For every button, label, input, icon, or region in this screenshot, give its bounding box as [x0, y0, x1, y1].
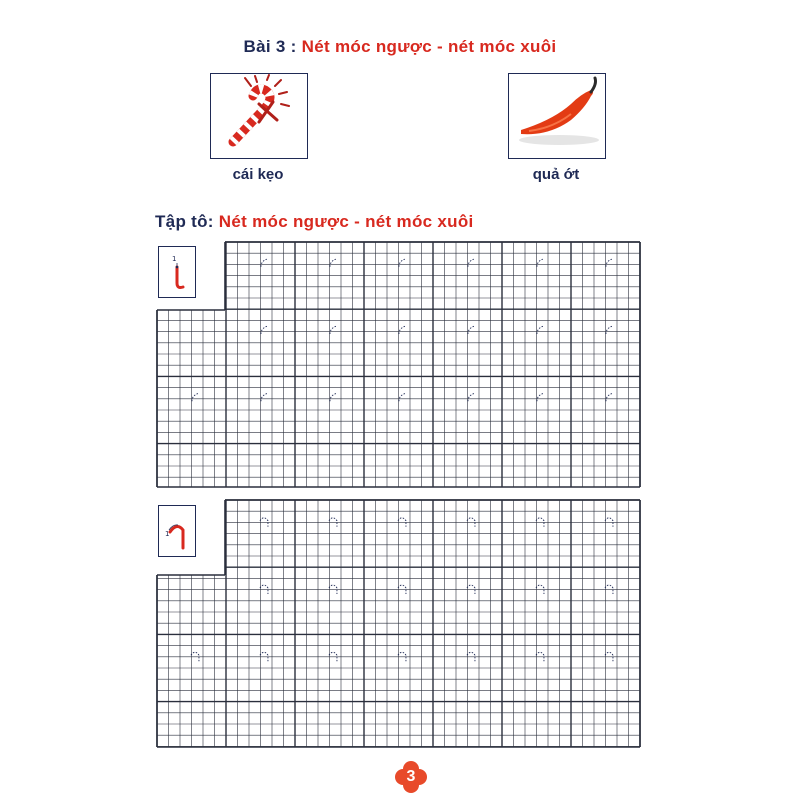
trace-guide-stroke[interactable]: [606, 393, 613, 401]
trace-guide-stroke[interactable]: [330, 259, 337, 267]
trace-guide-stroke[interactable]: [261, 393, 268, 401]
practice-prefix: Tập tô:: [155, 212, 219, 231]
lesson-title: Nét móc ngược - nét móc xuôi: [301, 37, 557, 56]
trace-guide-stroke[interactable]: [468, 393, 475, 401]
lesson-number: Bài 3 :: [243, 37, 302, 56]
trace-guide-stroke[interactable]: [468, 259, 475, 267]
practice-title: Nét móc ngược - nét móc xuôi: [218, 212, 474, 231]
trace-guide-stroke[interactable]: [537, 259, 544, 267]
trace-guide-stroke[interactable]: [330, 393, 337, 401]
trace-guide-stroke[interactable]: [261, 259, 268, 267]
page-number-badge: [394, 760, 428, 794]
trace-guide-stroke[interactable]: [606, 259, 613, 267]
grid-moc-nguoc[interactable]: [157, 242, 640, 487]
trace-guide-stroke[interactable]: [330, 326, 337, 334]
sample-step-label: 1: [172, 255, 177, 263]
trace-guide-stroke[interactable]: [192, 393, 199, 401]
trace-guide-stroke[interactable]: [606, 326, 613, 334]
trace-guide-stroke[interactable]: [399, 259, 406, 267]
trace-guide-stroke[interactable]: [537, 393, 544, 401]
trace-guide-stroke[interactable]: [261, 326, 268, 334]
trace-guide-stroke[interactable]: [399, 393, 406, 401]
chili-caption: quả ớt: [532, 166, 580, 183]
grid-moc-xuoi[interactable]: [157, 500, 640, 747]
page-number: 3: [406, 768, 416, 785]
trace-guide-stroke[interactable]: [537, 326, 544, 334]
trace-guide-stroke[interactable]: [468, 326, 475, 334]
sample-step-label: 1: [165, 530, 170, 538]
candy-caption: cái kẹo: [232, 166, 284, 183]
trace-guide-stroke[interactable]: [399, 326, 406, 334]
